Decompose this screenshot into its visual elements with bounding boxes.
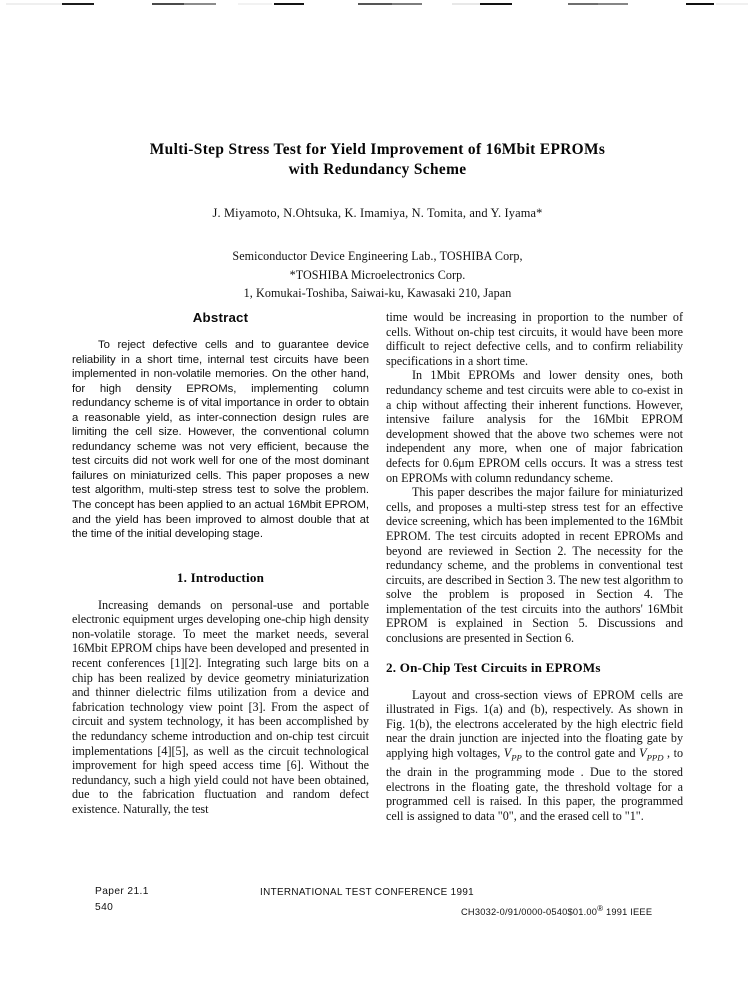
copyright-code: CH3032-0/91/0000-0540$01.00 bbox=[461, 907, 598, 918]
left-column bbox=[72, 310, 369, 817]
footer-conference-name: INTERNATIONAL TEST CONFERENCE 1991 bbox=[260, 887, 475, 898]
right-paragraph-3: This paper describes the major failure for miniaturized cells, and proposes a multi-step stress test for an effective device screening, which has been implemented to the 16Mbit EPROM. The test circuits adopted in recent EPROMs and beyond are reviewed in Section 2. The necessity for the redundancy scheme, and the problems in conventional test circuits, are described in Section 3. The new test algorithm to solve the problem is proposed in Section 4. The implementation of the test circuits into the authors' 16Mbit EPROM is explained in Section 5. Discussions and conclusions are presented in Section 6. bbox=[386, 485, 683, 646]
right-paragraph-4 bbox=[386, 688, 683, 824]
footer-paper-number: Paper 21.1 bbox=[95, 886, 149, 897]
copyright-year-owner: 1991 IEEE bbox=[603, 907, 653, 918]
introduction-paragraph: Increasing demands on personal-use and portable electronic equipment urges developing one-chip high density non-volatile storage. To meet the market needs, several 16Mbit EPROM chips have been developed and presented in recent conferences [1][2]. Integrating such large bits on a chip has been realized by device geometry miniaturization and thinner dielectric films utilization from a device and fabrication technology view point [3]. From the aspect of circuit and system technology, it has been accomplished by the redundancy scheme introduction and on-chip test circuit implementations [4][5], as well as the circuit technological improvement for high speed access time [6]. Without the redundancy, such a high yield could not have been obtained, due to the fabrication fluctuation and random defect existence. Naturally, the test bbox=[72, 597, 369, 816]
page-footer bbox=[0, 886, 755, 946]
registered-mark-icon: ® bbox=[597, 904, 604, 913]
spacer bbox=[72, 542, 369, 570]
para4-segment-3: , to the drain in the programming mode . Due to the stored electrons in the floating gate, the threshold voltage for a programmed cell is raised. In this paper, the programmed cell is assigned to data "0", and the erased cell to "1". bbox=[386, 746, 683, 823]
vpp-subscript: PP bbox=[511, 752, 522, 763]
page-title bbox=[62, 140, 693, 180]
title-line-2: with Redundancy Scheme bbox=[288, 161, 467, 178]
section-heading-on-chip-test-circuits: 2. On-Chip Test Circuits in EPROMs bbox=[386, 659, 601, 675]
spacer bbox=[386, 676, 683, 688]
right-paragraph-2: In 1Mbit EPROMs and lower density ones, both redundancy scheme and test circuits were able to co-exist in a chip without affecting their inherent functions. However, intensive failure analysis for the 16Mbit EPROM development showed that the above two schemes were not independent any more, when one of major fabrication defects for 0.6μm EPROM cells occurs. It was a stress test on EPROMs with column redundancy scheme. bbox=[386, 368, 683, 485]
spacer bbox=[72, 586, 369, 598]
footer-page-number: 540 bbox=[95, 902, 114, 913]
right-paragraph-1: time would be increasing in proportion to the number of cells. Without on-chip test circuits, it would have been more difficult to reject defective cells, and to confirm reliability specifications in a short time. bbox=[386, 310, 683, 368]
affiliation-line-1: Semiconductor Device Engineering Lab., TOSHIBA Corp, bbox=[232, 249, 523, 263]
affiliation-block bbox=[62, 247, 693, 303]
spacer bbox=[386, 646, 683, 660]
symbol-vppd bbox=[639, 746, 664, 763]
vppd-base: V bbox=[639, 746, 647, 761]
abstract-heading: Abstract bbox=[192, 310, 249, 325]
para4-segment-1: Layout and cross-section views of EPROM cells are illustrated in Figs. 1(a) and (b), respectively. As shown in Fig. 1(b), the electrons accelerated by the high electric field near the drain junction are injected into the floating gate by applying high voltages, bbox=[386, 687, 683, 761]
footer-copyright bbox=[461, 904, 652, 917]
right-column bbox=[386, 310, 683, 823]
affiliation-line-2: *TOSHIBA Microelectronics Corp. bbox=[289, 267, 466, 282]
abstract-paragraph: To reject defective cells and to guarantee device reliability in a short time, internal test circuits have been implemented in non-volatile memories. On the other hand, for high density EPROMs, implementing column redundancy scheme is of vital importance in order to obtain a reasonable yield, as inter-connection design rules are limiting the cell size. However, the conventional column redundancy scheme was not very efficient, because the test circuits did not work well for one of the most dominant failures on miniaturized cells. This paper proposes a new test algorithm, multi-step stress test to solve the problem. The concept has been applied to an actual 16Mbit EPROM, and the yield has been improved to almost double that at the time of the initial developing stage. bbox=[72, 339, 369, 541]
vppd-subscript: PPD bbox=[646, 752, 664, 763]
scan-artifact-marks bbox=[0, 3, 755, 7]
author-list: J. Miyamoto, N.Ohtsuka, K. Imamiya, N. Tomita, and Y. Iyama* bbox=[212, 206, 543, 220]
title-line-1: Multi-Step Stress Test for Yield Improvement of 16Mbit EPROMs bbox=[149, 141, 606, 158]
para4-segment-2: to the control gate and bbox=[521, 746, 640, 761]
section-heading-introduction: 1. Introduction bbox=[176, 569, 265, 585]
affiliation-line-3: 1, Komukai-Toshiba, Saiwai-ku, Kawasaki 210, Japan bbox=[243, 286, 512, 300]
vpp-base: V bbox=[503, 746, 512, 761]
symbol-vpp bbox=[503, 746, 522, 763]
title-block bbox=[62, 140, 693, 303]
